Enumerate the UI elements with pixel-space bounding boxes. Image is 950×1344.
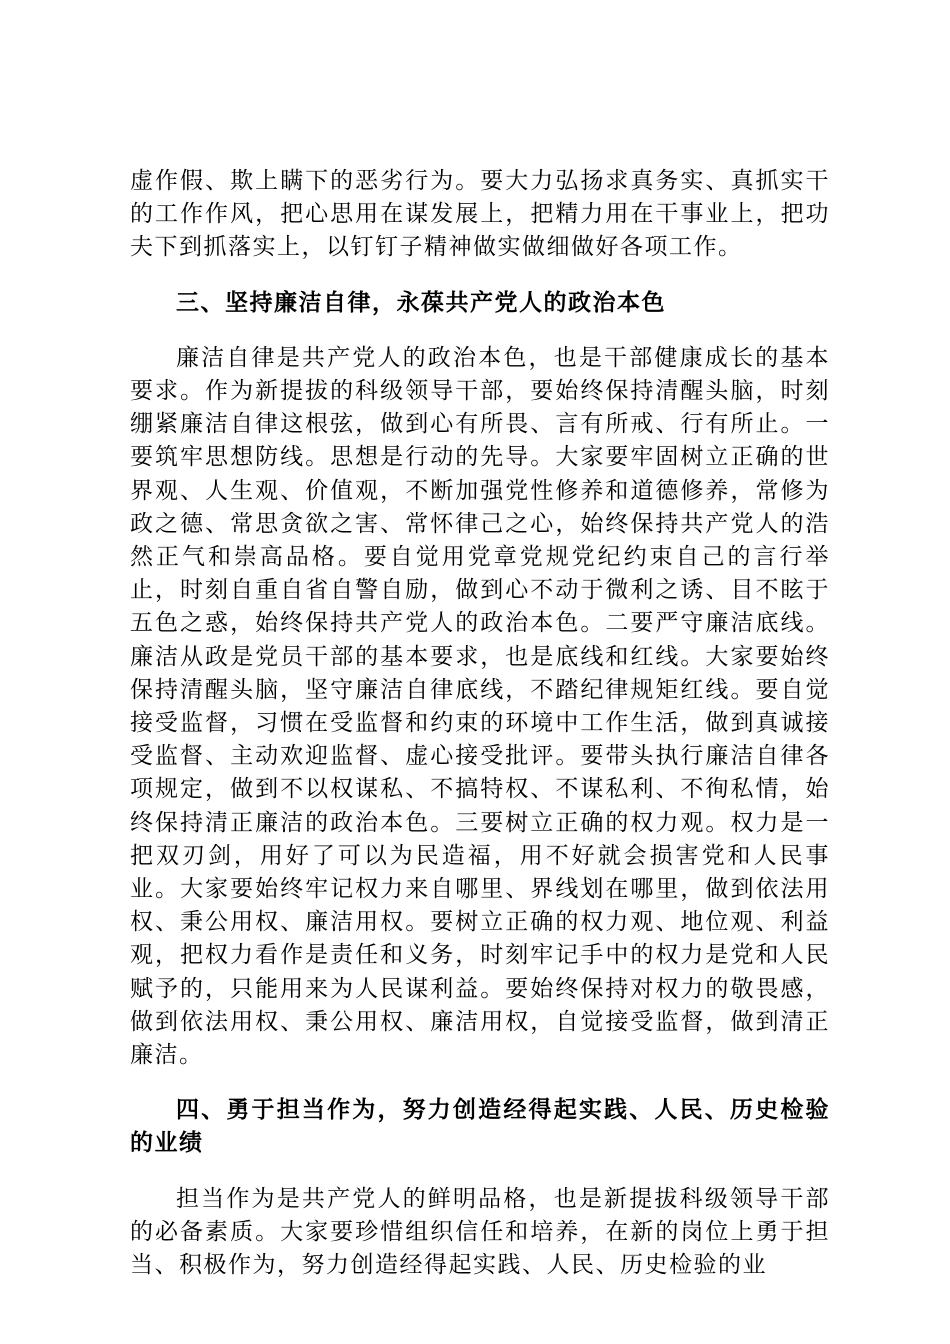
spacer — [130, 320, 830, 342]
spacer — [130, 1072, 830, 1094]
body-paragraph: 廉洁自律是共产党人的政治本色，也是干部健康成长的基本要求。作为新提拔的科级领导干部，要始终保持清醒头脑，时刻绷紧廉洁自律这根弦，做到心有所畏、言有所戒、行有所止。一要筑牢思想防线。思想是行动的先导。大家要牢固树立正确的世界观、人生观、价值观，不断加强党性修养和道德修养，常修为政之德、常思贪欲之害、常怀律己之心，始终保持共产党人的浩然正气和崇高品格。要自觉用党章党规党纪约束自己的言行举止，时刻自重自省自警自励，做到心不动于微利之诱、目不眩于五色之惑，始终保持共产党人的政治本色。二要严守廉洁底线。廉洁从政是党员干部的基本要求，也是底线和红线。大家要始终保持清醒头脑，坚守廉洁自律底线，不踏纪律规矩红线。要自觉接受监督，习惯在受监督和约束的环境中工作生活，做到真诚接受监督、主动欢迎监督、虚心接受批评。要带头执行廉洁自律各项规定，做到不以权谋私、不搞特权、不谋私利、不徇私情，始终保持清正廉洁的政治本色。三要树立正确的权力观。权力是一把双刃剑，用好了可以为民造福，用不好就会损害党和人民事业。大家要始终牢记权力来自哪里、界线划在哪里，做到依法用权、秉公用权、廉洁用权。要树立正确的权力观、地位观、利益观，把权力看作是责任和义务，时刻牢记手中的权力是党和人民赋予的，只能用来为人民谋利益。要始终保持对权力的敬畏感，做到依法用权、秉公用权、廉洁用权，自觉接受监督，做到清正廉洁。 — [130, 344, 830, 1069]
body-paragraph: 虚作假、欺上瞒下的恶劣行为。要大力弘扬求真务实、真抓实干的工作作风，把心思用在谋发展上，把精力用在干事业上，把功夫下到抓落实上，以钉钉子精神做实做细做好各项工作。 — [130, 168, 830, 261]
spacer — [130, 1161, 830, 1183]
body-paragraph: 担当作为是共产党人的鲜明品格，也是新提拔科级领导干部的必备素质。大家要珍惜组织信任和培养，在新的岗位上勇于担当、积极作为，努力创造经得起实践、人民、历史检验的业 — [130, 1185, 830, 1279]
spacer — [130, 265, 830, 287]
section-heading: 四、勇于担当作为，努力创造经得起实践、人民、历史检验的业绩 — [130, 1097, 830, 1157]
document-page — [130, 165, 830, 1282]
section-heading: 三、坚持廉洁自律，永葆共产党人的政治本色 — [176, 289, 666, 316]
